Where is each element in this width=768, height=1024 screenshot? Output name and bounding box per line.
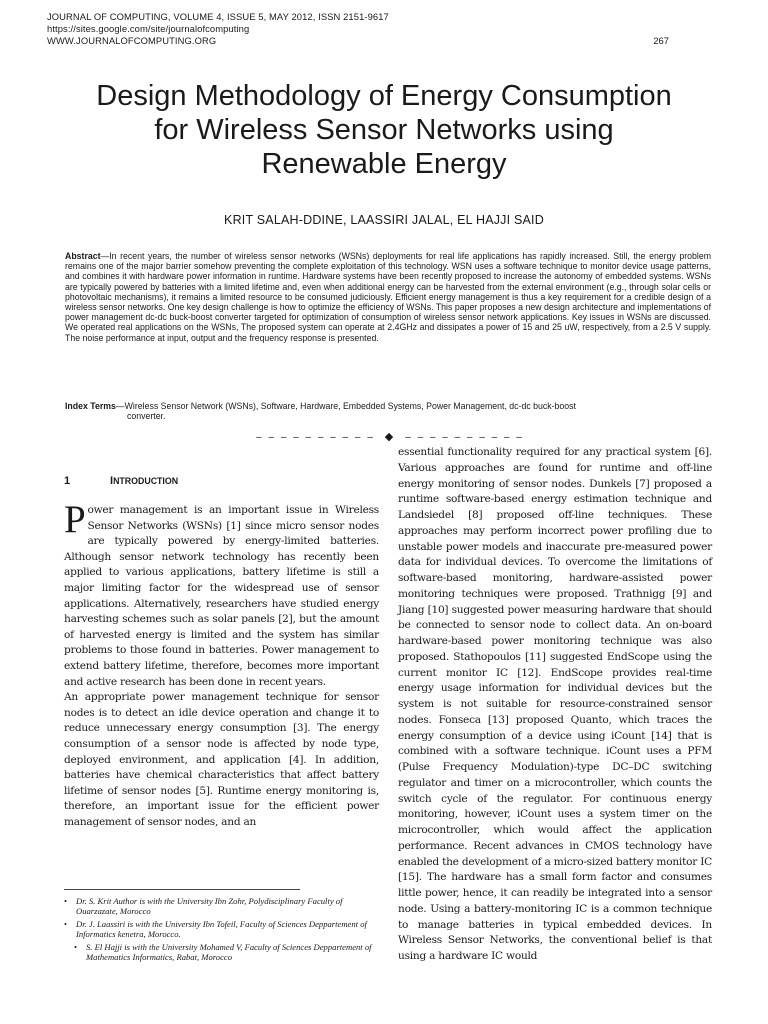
section-heading: [64, 475, 178, 487]
bullet-icon: •: [64, 896, 68, 906]
page-number: 267: [653, 35, 669, 46]
divider-dashes-left: – – – – – – – – – –: [256, 432, 375, 443]
footnote-3: [64, 942, 382, 963]
left-column: [64, 498, 379, 830]
diamond-icon: ◆: [384, 431, 396, 443]
journal-site: WWW.JOURNALOFCOMPUTING.ORG: [47, 35, 217, 46]
title-line-2: for Wireless Sensor Networks using: [154, 114, 614, 146]
footnotes: [64, 896, 382, 964]
abstract-label: Abstract: [65, 251, 101, 261]
footnote-3-text: S. El Hajji is with the University Mohamed V, Faculty of Sciences Deppartement of Mathematics Informatics, Rabat, Morocco: [86, 941, 372, 963]
footnote-2: [64, 919, 382, 940]
index-terms-label: Index Terms: [65, 401, 116, 411]
intro-paragraph-1-text: ower management is an important issue in Wireless Sensor Networks (WSNs) [1] since micro sensor nodes are typically powered by energy-limited batteries. Although sensor network technology has recently been applied to various applications, battery lifetime is still a major limiting factor for the widespread use of sensor applications. Alternatively, researchers have studied energy harvesting schemes such as solar panels [2], but the amount of harvested energy is limited and the system has similar problems to those found in batteries. Power management to extend battery lifetime, therefore, becomes more important and active research has been done in recent years.: [64, 504, 379, 688]
section-divider: [250, 430, 530, 443]
paper-title: [0, 79, 768, 181]
intro-paragraph-1: [64, 498, 379, 690]
footnote-2-text: Dr. J. Laassiri is with the University Ibn Tofeil, Faculty of Sciences Deppartement of Informatics kenetra, Morocco.: [76, 918, 367, 940]
divider-dashes-right: – – – – – – – – – –: [405, 432, 524, 443]
right-column-paragraph: essential functionality required for any practical system [6]. Various approaches are found for runtime and off-line energy monitoring of sensor nodes. Dunkels [7] proposed a runtime software-based energy estimation technique and Landsiedel [8] proposed off-line techniques. These approaches may perform incorrect power profiling due to unstable power models and inaccurate pre-measured power data for individual devices. To overcome the limitations of software-based monitoring, hardware-assisted power monitoring techniques were proposed. Trathnigg [9] and Jiang [10] suggested power measuring hardware that should be connected to sensor node to collect data. An on-board hardware-based power monitoring technique was also proposed. Stathopoulos [11] suggested EndScope using the current monitor IC [12]. EndScope provides real-time energy usage information for individual devices but the system is not suitable for resource-constrained sensor nodes. Fonseca [13] proposed Quanto, which traces the energy consumption of a device using iCount [14] that is combined with a software technique. iCount uses a PFM (Pulse Frequency Modulation)-type DC–DC switching regulator and timer on a microcontroller, which counts the switch cycle of the regulator. For continuous energy monitoring, however, iCount uses a system timer on the microcontroller, which would affect the application performance. Recent advances in CMOS technology have enabled the development of a micro-sized battery monitor IC [15]. The hardware has a small form factor and consumes little power, hence, it can readily be integrated into a sensor node. Using a battery-monitoring IC is a common technique to manage batteries in typical embedded devices. In Wireless Sensor Networks, the conventional belief is that using a hardware IC would: [398, 446, 712, 962]
authors: KRIT SALAH-DDINE, LAASSIRI JALAL, EL HAJJI SAID: [224, 213, 544, 227]
abstract-text: —In recent years, the number of wireless sensor networks (WSNs) deployments for real life applications has rapidly increased. Still, the energy problem remains one of the major barrier somehow preventing the complete exploitation of this technology. WSN uses a software technique to monitor device usage patterns, and combines it with hardware power information in runtime. Hardware systems have been recently proposed to increase the autonomy of embedded systems. WSNs are typically powered by batteries with a limited lifetime and, even when additional energy can be harvested from the external environment (e.g., through solar cells or photovoltaic mechanisms), it remains a limited resource to be consumed judiciously. Efficient energy management is thus a key requirement for a credible design of a wireless sensor networks. One key design challenge is how to optimize the efficiency of WSNs. This paper proposes a new design architecture and implementations of power management dc-dc buck-boost converter targeted for optimization of consumption of wireless sensor network applications. Key issues in WSNs are discussed. We operated real applications on the WSNs, The proposed system can operate at 2.4GHz and dissipates a power of 15 and 25 uW, respectively, from a 2.5 V supply. The noise performance at input, output and the frequency response is presented.: [65, 251, 711, 343]
title-line-3: Renewable Energy: [261, 148, 507, 180]
bullet-icon: •: [74, 941, 78, 952]
footnote-1: [64, 896, 382, 917]
section-title-rest: NTRODUCTION: [113, 476, 179, 486]
abstract: [65, 251, 711, 343]
bullet-icon: •: [64, 918, 68, 929]
journal-header: JOURNAL OF COMPUTING, VOLUME 4, ISSUE 5, MAY 2012, ISSN 2151-9617: [47, 11, 389, 22]
section-title-initial: I: [110, 475, 114, 487]
footnote-rule: [64, 889, 300, 890]
footnote-1-text: Dr. S. Krit Author is with the University Ibn Zohr, Polydisciplinary Faculty of Ouarzazate, Morocco: [76, 896, 343, 917]
index-terms: [65, 401, 711, 422]
section-number: 1: [64, 475, 71, 487]
title-line-1: Design Methodology of Energy Consumption: [96, 80, 672, 112]
journal-url: https://sites.google.com/site/journalofcomputing: [47, 23, 250, 34]
index-terms-text: —Wireless Sensor Network (WSNs), Software, Hardware, Embedded Systems, Power Management, dc-dc buck-boost: [115, 401, 576, 411]
index-terms-continuation: converter.: [127, 411, 166, 422]
drop-cap: P: [64, 498, 86, 541]
intro-paragraph-2: An appropriate power management technique for sensor nodes is to detect an idle device operation and change it to reduce unnecessary energy consumption [3]. The energy consumption of a sensor node is affected by node type, deployed environment, and application [4]. In addition, batteries have chemical characteristics that affect battery lifetime of sensor nodes [5]. Runtime energy monitoring is, therefore, an important issue for the efficient power management of sensor nodes, and an: [64, 691, 379, 828]
right-column: [398, 445, 712, 965]
